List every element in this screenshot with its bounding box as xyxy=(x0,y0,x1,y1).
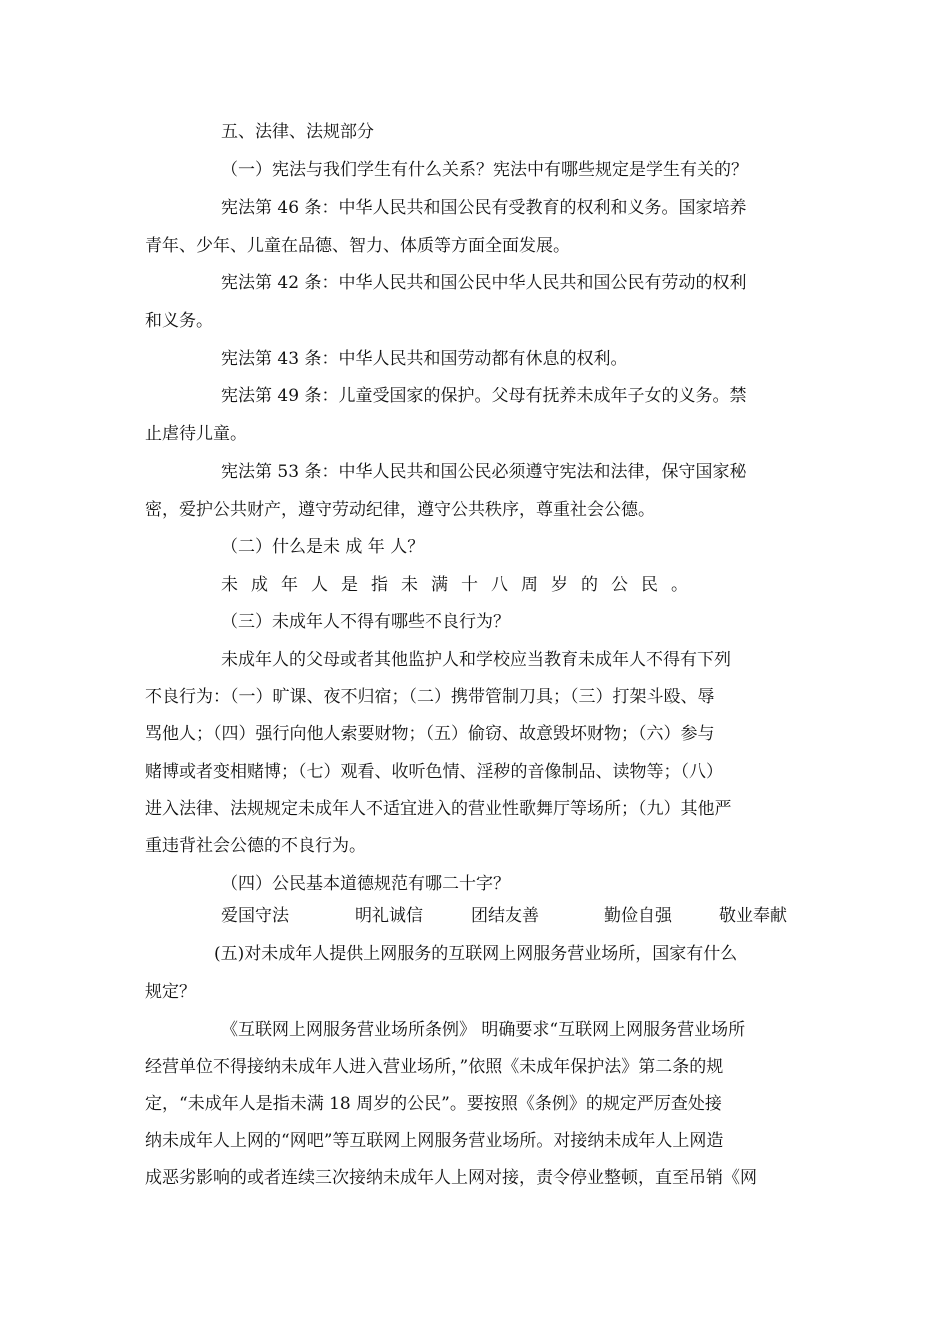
paragraph-line: 骂他人；（四）强行向他人索要财物；（五）偷窃、故意毁坏财物；（六）参与 xyxy=(145,724,715,744)
question-2: （二）什么是未 成 年 人？ xyxy=(221,537,425,557)
paragraph-line: 规定？ xyxy=(145,982,196,1002)
paragraph-line: 止虐待儿童。 xyxy=(145,424,247,444)
paragraph-line: 进入法律、法规规定未成年人不适宜进入的营业性歌舞厅等场所；（九）其他严 xyxy=(145,799,732,819)
paragraph-line: 宪法第 49 条：儿童受国家的保护。父母有抚养未成年子女的义务。禁 xyxy=(221,386,747,406)
paragraph-line: 密，爱护公共财产，遵守劳动纪律，遵守公共秩序，尊重社会公德。 xyxy=(145,500,655,520)
paragraph-line: 赌博或者变相赌博；（七）观看、收听色情、淫秽的音像制品、读物等；（八） xyxy=(145,762,723,782)
question-1: （一）宪法与我们学生有什么关系？宪法中有哪些规定是学生有关的？ xyxy=(221,160,748,180)
paragraph-line: 《互联网上网服务营业场所条例》 明确要求“互联网上网服务营业场所 xyxy=(221,1020,746,1040)
paragraph-line: 宪法第 46 条：中华人民共和国公民有受教育的权利和义务。国家培养 xyxy=(221,198,747,218)
paragraph-line: 定，“未成年人是指未满 18 周岁的公民”。要按照《条例》的规定严厉查处接 xyxy=(145,1094,722,1114)
virtue-word: 明礼诚信 xyxy=(355,906,423,926)
paragraph-line: 青年、少年、儿童在品德、智力、体质等方面全面发展。 xyxy=(145,236,570,256)
paragraph-line: 宪法第 53 条：中华人民共和国公民必须遵守宪法和法律，保守国家秘 xyxy=(221,462,747,482)
section-heading: 五、法律、法规部分 xyxy=(221,122,374,142)
answer-2: 未成年人是指未满十八周岁的公民。 xyxy=(221,575,701,595)
question-4: （四）公民基本道德规范有哪二十字？ xyxy=(221,874,510,894)
question-5: (五)对未成年人提供上网服务的互联网上网服务营业场所，国家有什么 xyxy=(214,944,738,964)
paragraph-line: 不良行为：（一）旷课、夜不归宿；（二）携带管制刀具；（三）打架斗殴、辱 xyxy=(145,687,715,707)
paragraph-line: 和义务。 xyxy=(145,311,213,331)
virtue-word: 爱国守法 xyxy=(221,906,289,926)
paragraph-line: 纳未成年人上网的“网吧”等互联网上网服务营业场所。对接纳未成年人上网造 xyxy=(145,1131,724,1151)
paragraph-line: 经营单位不得接纳未成年人进入营业场所，”依照《未成年保护法》第二条的规 xyxy=(145,1057,724,1077)
paragraph-line: 成恶劣影响的或者连续三次接纳未成年人上网对接，责令停业整顿，直至吊销《网 xyxy=(145,1168,757,1188)
virtue-word: 敬业奉献 xyxy=(719,906,787,926)
paragraph-line: 未成年人的父母或者其他监护人和学校应当教育未成年人不得有下列 xyxy=(221,650,731,670)
paragraph-line: 重违背社会公德的不良行为。 xyxy=(145,836,366,856)
paragraph-line: 宪法第 43 条：中华人民共和国劳动都有休息的权利。 xyxy=(221,349,628,369)
question-3: （三）未成年人不得有哪些不良行为？ xyxy=(221,612,510,632)
paragraph-line: 宪法第 42 条：中华人民共和国公民中华人民共和国公民有劳动的权利 xyxy=(221,273,747,293)
virtue-word: 勤俭自强 xyxy=(604,906,672,926)
virtues-row xyxy=(221,906,801,930)
virtue-word: 团结友善 xyxy=(471,906,539,926)
